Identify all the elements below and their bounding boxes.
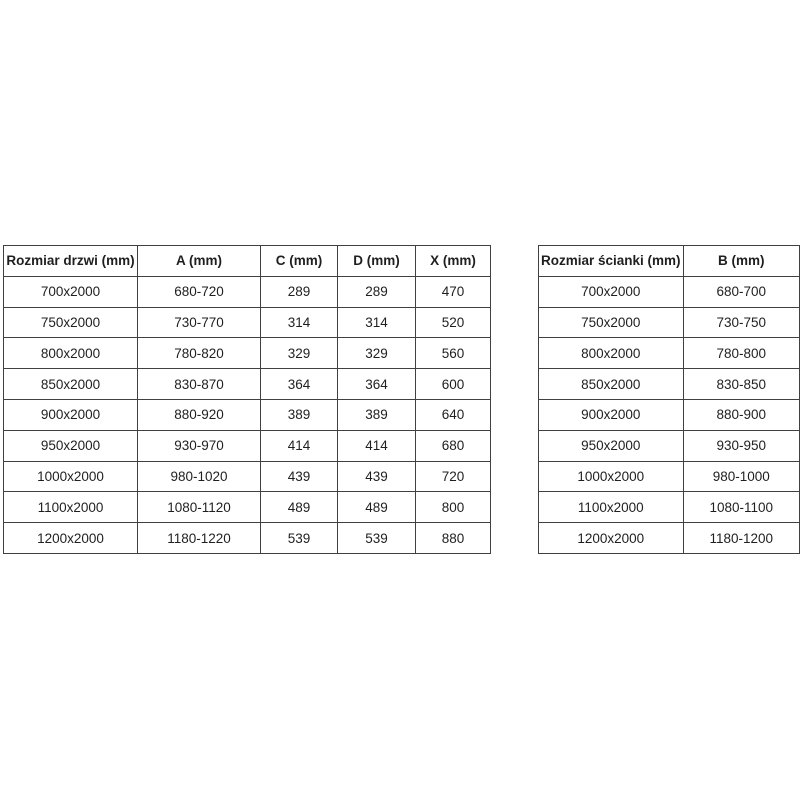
table-cell: 289 bbox=[338, 276, 416, 307]
table-cell: 730-750 bbox=[683, 307, 799, 338]
table-row bbox=[539, 430, 800, 461]
table-row bbox=[4, 461, 491, 492]
table-row bbox=[539, 369, 800, 400]
table-cell: 780-800 bbox=[683, 338, 799, 369]
table-row bbox=[4, 369, 491, 400]
column-header: D (mm) bbox=[338, 246, 416, 277]
table-cell: 850x2000 bbox=[539, 369, 684, 400]
table-cell: 470 bbox=[416, 276, 491, 307]
door-size-table bbox=[3, 245, 491, 554]
table-cell: 1080-1120 bbox=[138, 492, 261, 523]
table-cell: 1200x2000 bbox=[539, 523, 684, 554]
table-cell: 900x2000 bbox=[4, 399, 138, 430]
table-cell: 800x2000 bbox=[4, 338, 138, 369]
table-cell: 539 bbox=[338, 523, 416, 554]
table-cell: 1080-1100 bbox=[683, 492, 799, 523]
table-cell: 730-770 bbox=[138, 307, 261, 338]
table-cell: 980-1020 bbox=[138, 461, 261, 492]
table-row bbox=[539, 276, 800, 307]
table-row bbox=[539, 492, 800, 523]
table-row bbox=[4, 399, 491, 430]
table-cell: 439 bbox=[261, 461, 338, 492]
table-cell: 1180-1220 bbox=[138, 523, 261, 554]
table-row bbox=[539, 461, 800, 492]
table-row bbox=[4, 430, 491, 461]
table-cell: 700x2000 bbox=[539, 276, 684, 307]
table-cell: 780-820 bbox=[138, 338, 261, 369]
column-header: B (mm) bbox=[683, 246, 799, 277]
table-cell: 830-870 bbox=[138, 369, 261, 400]
table-cell: 750x2000 bbox=[4, 307, 138, 338]
column-header: C (mm) bbox=[261, 246, 338, 277]
table-row bbox=[539, 307, 800, 338]
table-cell: 489 bbox=[261, 492, 338, 523]
header-row bbox=[539, 246, 800, 277]
table-row bbox=[539, 338, 800, 369]
table-cell: 439 bbox=[338, 461, 416, 492]
table-cell: 539 bbox=[261, 523, 338, 554]
table-cell: 560 bbox=[416, 338, 491, 369]
table-cell: 1000x2000 bbox=[539, 461, 684, 492]
table-cell: 329 bbox=[338, 338, 416, 369]
table-cell: 1100x2000 bbox=[4, 492, 138, 523]
table-cell: 314 bbox=[261, 307, 338, 338]
table-cell: 900x2000 bbox=[539, 399, 684, 430]
table-cell: 364 bbox=[261, 369, 338, 400]
table-cell: 389 bbox=[338, 399, 416, 430]
table-cell: 930-950 bbox=[683, 430, 799, 461]
column-header: Rozmiar drzwi (mm) bbox=[4, 246, 138, 277]
table-cell: 1180-1200 bbox=[683, 523, 799, 554]
column-header: A (mm) bbox=[138, 246, 261, 277]
table-cell: 414 bbox=[261, 430, 338, 461]
table-cell: 750x2000 bbox=[539, 307, 684, 338]
wall-size-table bbox=[538, 245, 800, 554]
table-cell: 680-700 bbox=[683, 276, 799, 307]
table-cell: 700x2000 bbox=[4, 276, 138, 307]
table-row bbox=[4, 276, 491, 307]
table-cell: 389 bbox=[261, 399, 338, 430]
table-cell: 364 bbox=[338, 369, 416, 400]
table-row bbox=[4, 307, 491, 338]
table-cell: 1100x2000 bbox=[539, 492, 684, 523]
table-cell: 850x2000 bbox=[4, 369, 138, 400]
table-row bbox=[539, 523, 800, 554]
column-header: X (mm) bbox=[416, 246, 491, 277]
table-cell: 930-970 bbox=[138, 430, 261, 461]
table-cell: 800x2000 bbox=[539, 338, 684, 369]
table-cell: 640 bbox=[416, 399, 491, 430]
table-cell: 289 bbox=[261, 276, 338, 307]
table-cell: 880-900 bbox=[683, 399, 799, 430]
table-cell: 800 bbox=[416, 492, 491, 523]
table-row bbox=[539, 399, 800, 430]
table-cell: 600 bbox=[416, 369, 491, 400]
table-cell: 680-720 bbox=[138, 276, 261, 307]
table-row bbox=[4, 338, 491, 369]
table-cell: 1200x2000 bbox=[4, 523, 138, 554]
table-cell: 1000x2000 bbox=[4, 461, 138, 492]
table-cell: 329 bbox=[261, 338, 338, 369]
table-cell: 950x2000 bbox=[4, 430, 138, 461]
table-cell: 680 bbox=[416, 430, 491, 461]
table-cell: 950x2000 bbox=[539, 430, 684, 461]
column-header: Rozmiar ścianki (mm) bbox=[539, 246, 684, 277]
table-cell: 489 bbox=[338, 492, 416, 523]
header-row bbox=[4, 246, 491, 277]
table-row bbox=[4, 523, 491, 554]
table-cell: 720 bbox=[416, 461, 491, 492]
table-row bbox=[4, 492, 491, 523]
table-cell: 880-920 bbox=[138, 399, 261, 430]
table-cell: 880 bbox=[416, 523, 491, 554]
table-cell: 314 bbox=[338, 307, 416, 338]
table-cell: 830-850 bbox=[683, 369, 799, 400]
table-cell: 520 bbox=[416, 307, 491, 338]
table-cell: 414 bbox=[338, 430, 416, 461]
table-cell: 980-1000 bbox=[683, 461, 799, 492]
